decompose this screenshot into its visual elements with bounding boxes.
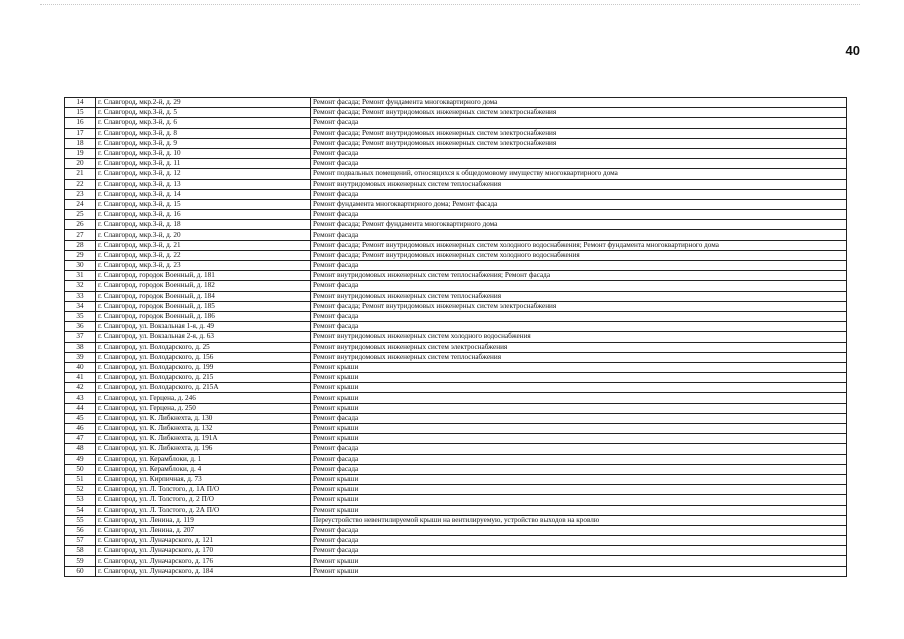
row-number-cell: 32 [65, 281, 96, 291]
table-row [65, 352, 847, 362]
table-row [65, 210, 847, 220]
table-row [65, 148, 847, 158]
table-row [65, 230, 847, 240]
work-type-cell: Ремонт фасада [311, 210, 847, 220]
work-type-cell: Ремонт внутридомовых инженерных систем теплоснабжения; Ремонт фасада [311, 271, 847, 281]
table-row [65, 383, 847, 393]
address-cell: г. Славгород, городок Военный, д. 184 [96, 291, 311, 301]
table-row [65, 546, 847, 556]
row-number-cell: 60 [65, 566, 96, 576]
table-row [65, 301, 847, 311]
address-cell: г. Славгород, мкр.3-й, д. 21 [96, 240, 311, 250]
address-cell: г. Славгород, мкр.3-й, д. 22 [96, 250, 311, 260]
row-number-cell: 19 [65, 148, 96, 158]
row-number-cell: 56 [65, 525, 96, 535]
row-number-cell: 14 [65, 98, 96, 108]
table-row [65, 271, 847, 281]
address-cell: г. Славгород, ул. К. Либкнехта, д. 132 [96, 424, 311, 434]
row-number-cell: 15 [65, 108, 96, 118]
work-type-cell: Ремонт фасада [311, 444, 847, 454]
work-type-cell: Ремонт фасада [311, 148, 847, 158]
table-row [65, 444, 847, 454]
row-number-cell: 55 [65, 515, 96, 525]
address-cell: г. Славгород, мкр.3-й, д. 14 [96, 189, 311, 199]
repair-works-table [64, 97, 847, 577]
work-type-cell: Ремонт крыши [311, 424, 847, 434]
work-type-cell: Ремонт крыши [311, 403, 847, 413]
work-type-cell: Ремонт крыши [311, 495, 847, 505]
row-number-cell: 26 [65, 220, 96, 230]
table-row [65, 474, 847, 484]
address-cell: г. Славгород, ул. Володарского, д. 156 [96, 352, 311, 362]
work-type-cell: Ремонт фасада [311, 322, 847, 332]
row-number-cell: 40 [65, 362, 96, 372]
work-type-cell: Ремонт фасада [311, 189, 847, 199]
scan-edge-line [40, 4, 860, 5]
table-row [65, 566, 847, 576]
address-cell: г. Славгород, ул. Ленина, д. 207 [96, 525, 311, 535]
table-row [65, 250, 847, 260]
work-type-cell: Ремонт внутридомовых инженерных систем холодного водоснабжения [311, 332, 847, 342]
table-row [65, 311, 847, 321]
table-row [65, 525, 847, 535]
work-type-cell: Ремонт фасада [311, 525, 847, 535]
table-row [65, 179, 847, 189]
table-row [65, 464, 847, 474]
row-number-cell: 45 [65, 413, 96, 423]
table-row [65, 495, 847, 505]
table-row [65, 413, 847, 423]
address-cell: г. Славгород, мкр.3-й, д. 8 [96, 128, 311, 138]
address-cell: г. Славгород, ул. Л. Толстого, д. 2А П/О [96, 505, 311, 515]
row-number-cell: 17 [65, 128, 96, 138]
table-row [65, 362, 847, 372]
table-row [65, 261, 847, 271]
table-row [65, 332, 847, 342]
address-cell: г. Славгород, городок Военный, д. 181 [96, 271, 311, 281]
address-cell: г. Славгород, ул. Володарского, д. 199 [96, 362, 311, 372]
address-cell: г. Славгород, городок Военный, д. 185 [96, 301, 311, 311]
row-number-cell: 38 [65, 342, 96, 352]
work-type-cell: Ремонт фасада [311, 546, 847, 556]
address-cell: г. Славгород, мкр.2-й, д. 29 [96, 98, 311, 108]
work-type-cell: Ремонт фасада; Ремонт внутридомовых инженерных систем электроснабжения [311, 108, 847, 118]
row-number-cell: 42 [65, 383, 96, 393]
table-row [65, 403, 847, 413]
address-cell: г. Славгород, мкр.3-й, д. 20 [96, 230, 311, 240]
work-type-cell: Ремонт крыши [311, 373, 847, 383]
table-row [65, 393, 847, 403]
table-row [65, 240, 847, 250]
row-number-cell: 57 [65, 536, 96, 546]
row-number-cell: 49 [65, 454, 96, 464]
work-type-cell: Ремонт фасада [311, 536, 847, 546]
row-number-cell: 50 [65, 464, 96, 474]
work-type-cell: Ремонт внутридомовых инженерных систем теплоснабжения [311, 179, 847, 189]
row-number-cell: 16 [65, 118, 96, 128]
table-row [65, 434, 847, 444]
work-type-cell: Ремонт фасада; Ремонт внутридомовых инженерных систем электроснабжения [311, 138, 847, 148]
table-row [65, 159, 847, 169]
table-row [65, 536, 847, 546]
address-cell: г. Славгород, ул. Луначарского, д. 121 [96, 536, 311, 546]
work-type-cell: Ремонт крыши [311, 556, 847, 566]
address-cell: г. Славгород, мкр.3-й, д. 5 [96, 108, 311, 118]
table-row [65, 281, 847, 291]
row-number-cell: 30 [65, 261, 96, 271]
address-cell: г. Славгород, мкр.3-й, д. 10 [96, 148, 311, 158]
row-number-cell: 44 [65, 403, 96, 413]
table-row [65, 291, 847, 301]
address-cell: г. Славгород, мкр.3-й, д. 6 [96, 118, 311, 128]
work-type-cell: Ремонт фасада [311, 261, 847, 271]
address-cell: г. Славгород, ул. К. Либкнехта, д. 196 [96, 444, 311, 454]
table-row [65, 515, 847, 525]
work-type-cell: Ремонт фасада [311, 159, 847, 169]
work-type-cell: Ремонт крыши [311, 393, 847, 403]
work-type-cell: Ремонт крыши [311, 485, 847, 495]
address-cell: г. Славгород, ул. Керамблоки, д. 4 [96, 464, 311, 474]
table-row [65, 556, 847, 566]
address-cell: г. Славгород, мкр.3-й, д. 15 [96, 199, 311, 209]
address-cell: г. Славгород, мкр.3-й, д. 13 [96, 179, 311, 189]
table-row [65, 485, 847, 495]
table-row [65, 98, 847, 108]
row-number-cell: 33 [65, 291, 96, 301]
row-number-cell: 47 [65, 434, 96, 444]
row-number-cell: 25 [65, 210, 96, 220]
work-type-cell: Ремонт фасада; Ремонт внутридомовых инженерных систем электроснабжения [311, 128, 847, 138]
address-cell: г. Славгород, ул. Володарского, д. 215А [96, 383, 311, 393]
row-number-cell: 43 [65, 393, 96, 403]
table-row [65, 108, 847, 118]
address-cell: г. Славгород, ул. К. Либкнехта, д. 130 [96, 413, 311, 423]
row-number-cell: 39 [65, 352, 96, 362]
table-body [65, 98, 847, 577]
address-cell: г. Славгород, ул. Вокзальная 2-я, д. 63 [96, 332, 311, 342]
work-type-cell: Ремонт крыши [311, 474, 847, 484]
row-number-cell: 21 [65, 169, 96, 179]
work-type-cell: Ремонт фасада [311, 454, 847, 464]
address-cell: г. Славгород, ул. Л. Толстого, д. 1А П/О [96, 485, 311, 495]
address-cell: г. Славгород, мкр.3-й, д. 16 [96, 210, 311, 220]
work-type-cell: Ремонт фасада [311, 311, 847, 321]
address-cell: г. Славгород, ул. Герцена, д. 246 [96, 393, 311, 403]
row-number-cell: 35 [65, 311, 96, 321]
work-type-cell: Переустройство невентилируемой крыши на вентилируемую, устройство выходов на кровлю [311, 515, 847, 525]
row-number-cell: 36 [65, 322, 96, 332]
work-type-cell: Ремонт фасада; Ремонт фундамента многоквартирного дома [311, 220, 847, 230]
address-cell: г. Славгород, ул. Володарского, д. 215 [96, 373, 311, 383]
table-row [65, 322, 847, 332]
address-cell: г. Славгород, ул. Луначарского, д. 170 [96, 546, 311, 556]
table-row [65, 454, 847, 464]
address-cell: г. Славгород, ул. Ленина, д. 119 [96, 515, 311, 525]
work-type-cell: Ремонт крыши [311, 434, 847, 444]
row-number-cell: 46 [65, 424, 96, 434]
table-row [65, 505, 847, 515]
row-number-cell: 59 [65, 556, 96, 566]
work-type-cell: Ремонт подвальных помещений, относящихся к общедомовому имуществу многоквартирного дома [311, 169, 847, 179]
row-number-cell: 48 [65, 444, 96, 454]
row-number-cell: 28 [65, 240, 96, 250]
work-type-cell: Ремонт фасада [311, 281, 847, 291]
work-type-cell: Ремонт фундамента многоквартирного дома; Ремонт фасада [311, 199, 847, 209]
work-type-cell: Ремонт крыши [311, 383, 847, 393]
row-number-cell: 53 [65, 495, 96, 505]
address-cell: г. Славгород, ул. Керамблоки, д. 1 [96, 454, 311, 464]
table-row [65, 138, 847, 148]
row-number-cell: 52 [65, 485, 96, 495]
work-type-cell: Ремонт внутридомовых инженерных систем теплоснабжения [311, 352, 847, 362]
work-type-cell: Ремонт фасада [311, 230, 847, 240]
row-number-cell: 24 [65, 199, 96, 209]
work-type-cell: Ремонт фасада [311, 413, 847, 423]
table-row [65, 118, 847, 128]
table-row [65, 342, 847, 352]
work-type-cell: Ремонт фасада [311, 118, 847, 128]
address-cell: г. Славгород, ул. Л. Толстого, д. 2 П/О [96, 495, 311, 505]
address-cell: г. Славгород, ул. Вокзальная 1-я, д. 49 [96, 322, 311, 332]
row-number-cell: 51 [65, 474, 96, 484]
table-row [65, 220, 847, 230]
address-cell: г. Славгород, ул. Луначарского, д. 176 [96, 556, 311, 566]
row-number-cell: 54 [65, 505, 96, 515]
work-type-cell: Ремонт внутридомовых инженерных систем электроснабжения [311, 342, 847, 352]
address-cell: г. Славгород, мкр.3-й, д. 18 [96, 220, 311, 230]
work-type-cell: Ремонт крыши [311, 362, 847, 372]
address-cell: г. Славгород, мкр.3-й, д. 23 [96, 261, 311, 271]
address-cell: г. Славгород, мкр.3-й, д. 11 [96, 159, 311, 169]
address-cell: г. Славгород, мкр.3-й, д. 12 [96, 169, 311, 179]
row-number-cell: 37 [65, 332, 96, 342]
row-number-cell: 27 [65, 230, 96, 240]
table-row [65, 199, 847, 209]
table-row [65, 189, 847, 199]
work-type-cell: Ремонт фасада; Ремонт фундамента многоквартирного дома [311, 98, 847, 108]
table-row [65, 169, 847, 179]
work-type-cell: Ремонт фасада [311, 464, 847, 474]
address-cell: г. Славгород, ул. К. Либкнехта, д. 191А [96, 434, 311, 444]
row-number-cell: 22 [65, 179, 96, 189]
work-type-cell: Ремонт фасада; Ремонт внутридомовых инженерных систем электроснабжения [311, 301, 847, 311]
table-row [65, 128, 847, 138]
work-type-cell: Ремонт фасада; Ремонт внутридомовых инженерных систем холодного водоснабжения; Ремонт фундамента многоквартирного дома [311, 240, 847, 250]
row-number-cell: 31 [65, 271, 96, 281]
page-number: 40 [845, 43, 860, 58]
address-cell: г. Славгород, мкр.3-й, д. 9 [96, 138, 311, 148]
row-number-cell: 20 [65, 159, 96, 169]
address-cell: г. Славгород, городок Военный, д. 186 [96, 311, 311, 321]
row-number-cell: 18 [65, 138, 96, 148]
row-number-cell: 29 [65, 250, 96, 260]
row-number-cell: 23 [65, 189, 96, 199]
address-cell: г. Славгород, ул. Луначарского, д. 184 [96, 566, 311, 576]
work-type-cell: Ремонт фасада; Ремонт внутридомовых инженерных систем холодного водоснабжения [311, 250, 847, 260]
table-row [65, 424, 847, 434]
address-cell: г. Славгород, ул. Володарского, д. 25 [96, 342, 311, 352]
work-type-cell: Ремонт внутридомовых инженерных систем теплоснабжения [311, 291, 847, 301]
work-type-cell: Ремонт крыши [311, 505, 847, 515]
row-number-cell: 41 [65, 373, 96, 383]
address-cell: г. Славгород, ул. Кирпичная, д. 73 [96, 474, 311, 484]
row-number-cell: 34 [65, 301, 96, 311]
row-number-cell: 58 [65, 546, 96, 556]
work-type-cell: Ремонт крыши [311, 566, 847, 576]
table-row [65, 373, 847, 383]
address-cell: г. Славгород, ул. Герцена, д. 250 [96, 403, 311, 413]
address-cell: г. Славгород, городок Военный, д. 182 [96, 281, 311, 291]
